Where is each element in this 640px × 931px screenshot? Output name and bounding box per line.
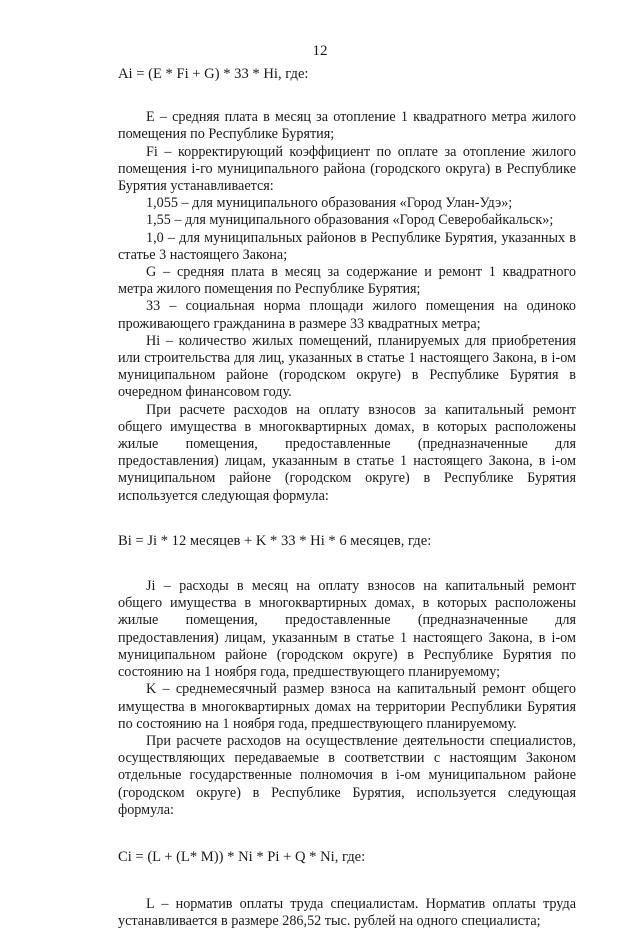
fi-value-municipal-districts: 1,0 – для муниципальных районов в Республике Бурятия, указанных в статье 3 настоящего Закона; [118, 229, 576, 263]
formula-a: Ai = (E * Fi + G) * 33 * Hi, где: [118, 66, 309, 82]
definition-fi: Fi – корректирующий коэффициент по оплате за отопление жилого помещения i-го муниципального района (городского округа) в Республике Бурятия устанавливается: [118, 143, 576, 195]
definition-k: K – среднемесячный размер взноса на капитальный ремонт общего имущества в многоквартирных домах на территории Республики Бурятия по состоянию на 1 ноября года, предшествующего планируемому. [118, 681, 576, 732]
intro-formula-c: При расчете расходов на осуществление деятельности специалистов, осуществляющих передаваемые в соответствии с настоящим Законом отдельные государственные полномочия в i-ом муниципальном районе (городском округе) в Республике Бурятия, используется следующая формула: [118, 732, 576, 818]
fi-value-ulan-ude: 1,055 – для муниципального образования «Город Улан-Удэ»; [146, 195, 513, 212]
definition-ji: Ji – расходы в месяц на оплату взносов на капитальный ремонт общего имущества в многоквартирных домах, в которых расположены жилые помещения, предоставленные (предназначенные для предоставления) лицам, указанным в статье 1 настоящего Закона, в i-ом муниципальном районе (городском округе) в Республике Бурятия по состоянию на 1 ноября года, предшествующего планируемому; [118, 578, 576, 681]
intro-formula-b: При расчете расходов на оплату взносов за капитальный ремонт общего имущества в многоквартирных домах, в которых расположены жилые помещения, предоставленные (предназначенные для предоставления) лицам, указанным в статье 1 настоящего Закона, в i-ом муниципальном районе (городском округе) в Республике Бурятия используется следующая формула: [118, 401, 576, 504]
definition-hi: Hi – количество жилых помещений, планируемых для приобретения или строительства для лиц, указанных в статье 1 настоящего Закона, в i-ом муниципальном районе (городском округе) в Республике Бурятия в очередном финансовом году. [118, 332, 576, 401]
definition-g: G – средняя плата в месяц за содержание и ремонт 1 квадратного метра жилого помещения по Республике Бурятия; [118, 264, 576, 298]
definition-33: 33 – социальная норма площади жилого помещения на одиноко проживающего гражданина в размере 33 квадратных метра; [118, 298, 576, 332]
fi-value-severobaykalsk: 1,55 – для муниципального образования «Город Северобайкальск»; [146, 212, 554, 229]
formula-b: Bi = Ji * 12 месяцев + K * 33 * Hi * 6 месяцев, где: [118, 532, 432, 549]
formula-c: Ci = (L + (L* M)) * Ni * Pi + Q * Ni, где: [118, 848, 366, 865]
definition-e: E – средняя плата в месяц за отопление 1 квадратного метра жилого помещения по Республике Бурятия; [118, 109, 576, 143]
definition-l: L – норматив оплаты труда специалистам. Норматив оплаты труда устанавливается в размере 286,52 тыс. рублей на одного специалиста; [118, 896, 576, 930]
page-number: 12 [312, 43, 328, 59]
document-body [118, 66, 576, 931]
